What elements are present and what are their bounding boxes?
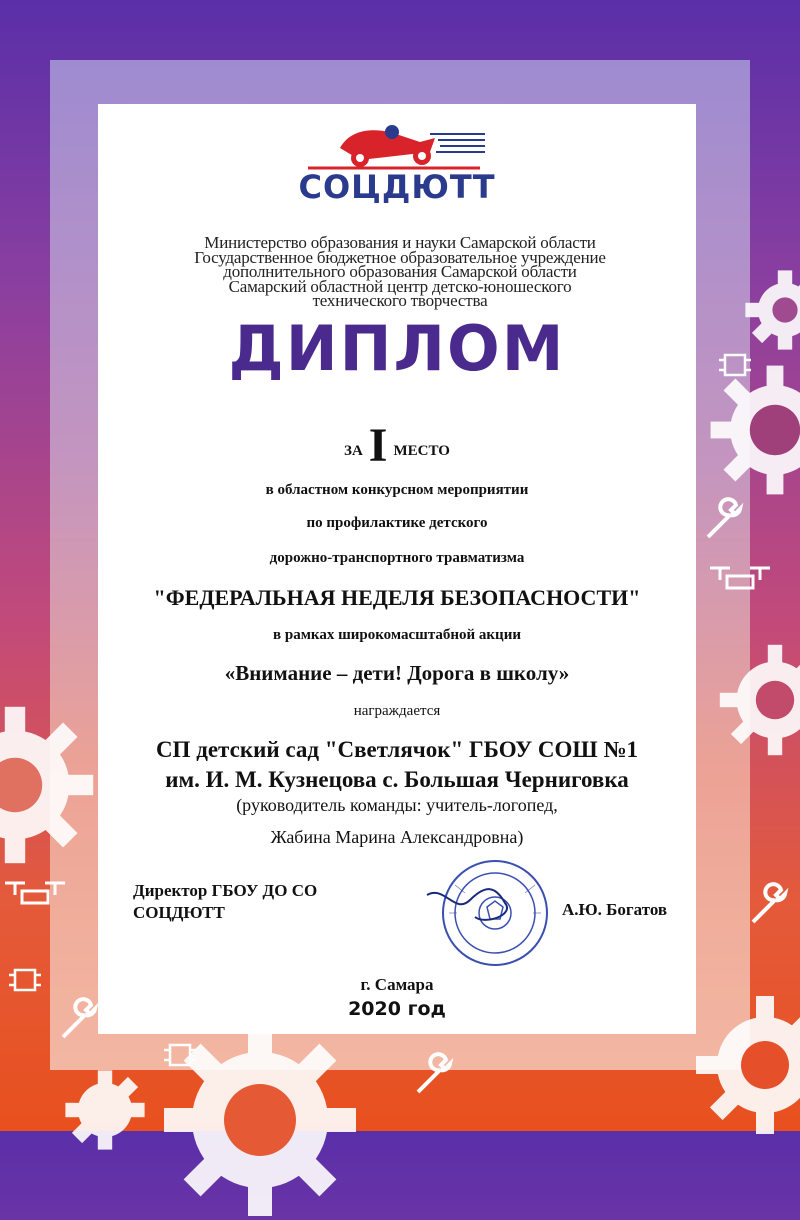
place-number: I	[368, 419, 388, 472]
signatory-position	[133, 880, 317, 924]
leader-line-2: Жабина Марина Александровна)	[270, 827, 524, 847]
drone-icon	[0, 875, 70, 915]
official-stamp	[425, 855, 555, 975]
circuit-icon	[160, 1035, 200, 1075]
award-place	[98, 418, 696, 473]
ministry-line: дополнительного образования Самарской области	[223, 262, 577, 281]
gear-icon	[60, 1065, 150, 1155]
signature-scribble	[427, 889, 507, 920]
gear-icon	[0, 700, 100, 870]
recipient-line-2: им. И. М. Кузнецова с. Большая Черниговка	[165, 767, 629, 792]
circuit-icon	[5, 960, 45, 1000]
ministry-line: Государственное бюджетное образовательное учреждение	[194, 247, 606, 267]
gear-icon	[690, 990, 800, 1140]
wrench-icon	[745, 880, 795, 930]
race-car-icon	[308, 125, 485, 168]
ministry-line: технического творчества	[312, 291, 488, 310]
contest-line-2: по профилактике детского	[306, 515, 488, 531]
city: г. Самара	[360, 975, 434, 994]
contest-frame: в рамках широкомасштабной акции	[273, 627, 521, 643]
gear-icon	[740, 265, 800, 355]
gear-icon	[715, 640, 800, 760]
circuit-icon	[715, 345, 755, 385]
position-line: СОЦДЮТТ	[133, 903, 225, 922]
position-line: Директор ГБОУ ДО СО	[133, 881, 318, 900]
signatory-name: А.Ю. Богатов	[562, 900, 668, 919]
action-name: «Внимание – дети! Дорога в школу»	[224, 661, 570, 685]
year: 2020 год	[348, 998, 446, 1020]
contest-name: "ФЕДЕРАЛЬНАЯ НЕДЕЛЯ БЕЗОПАСНОСТИ"	[153, 585, 641, 610]
diploma-title: ДИПЛОМ	[228, 312, 566, 385]
ministry-line: Министерство образования и науки Самарской области	[204, 233, 596, 252]
wrench-icon	[410, 1050, 460, 1100]
leader-line-1: (руководитель команды: учитель-логопед,	[236, 795, 558, 815]
ministry-line: Самарский областной центр детско-юношеского	[228, 276, 572, 296]
logo-text: СОЦДЮТТ	[298, 168, 496, 206]
contest-line-3: дорожно-транспортного травматизма	[269, 550, 525, 566]
place-prefix: ЗА	[344, 443, 363, 459]
ministry-header	[140, 233, 660, 310]
awarded-label: награждается	[353, 703, 441, 719]
place-suffix: МЕСТО	[393, 443, 450, 459]
contest-line-1: в областном конкурсном мероприятии	[265, 482, 529, 498]
recipient-line-1: СП детский сад "Светлячок" ГБОУ СОШ №1	[155, 737, 639, 762]
wrench-icon	[700, 495, 750, 545]
drone-icon	[705, 560, 775, 600]
